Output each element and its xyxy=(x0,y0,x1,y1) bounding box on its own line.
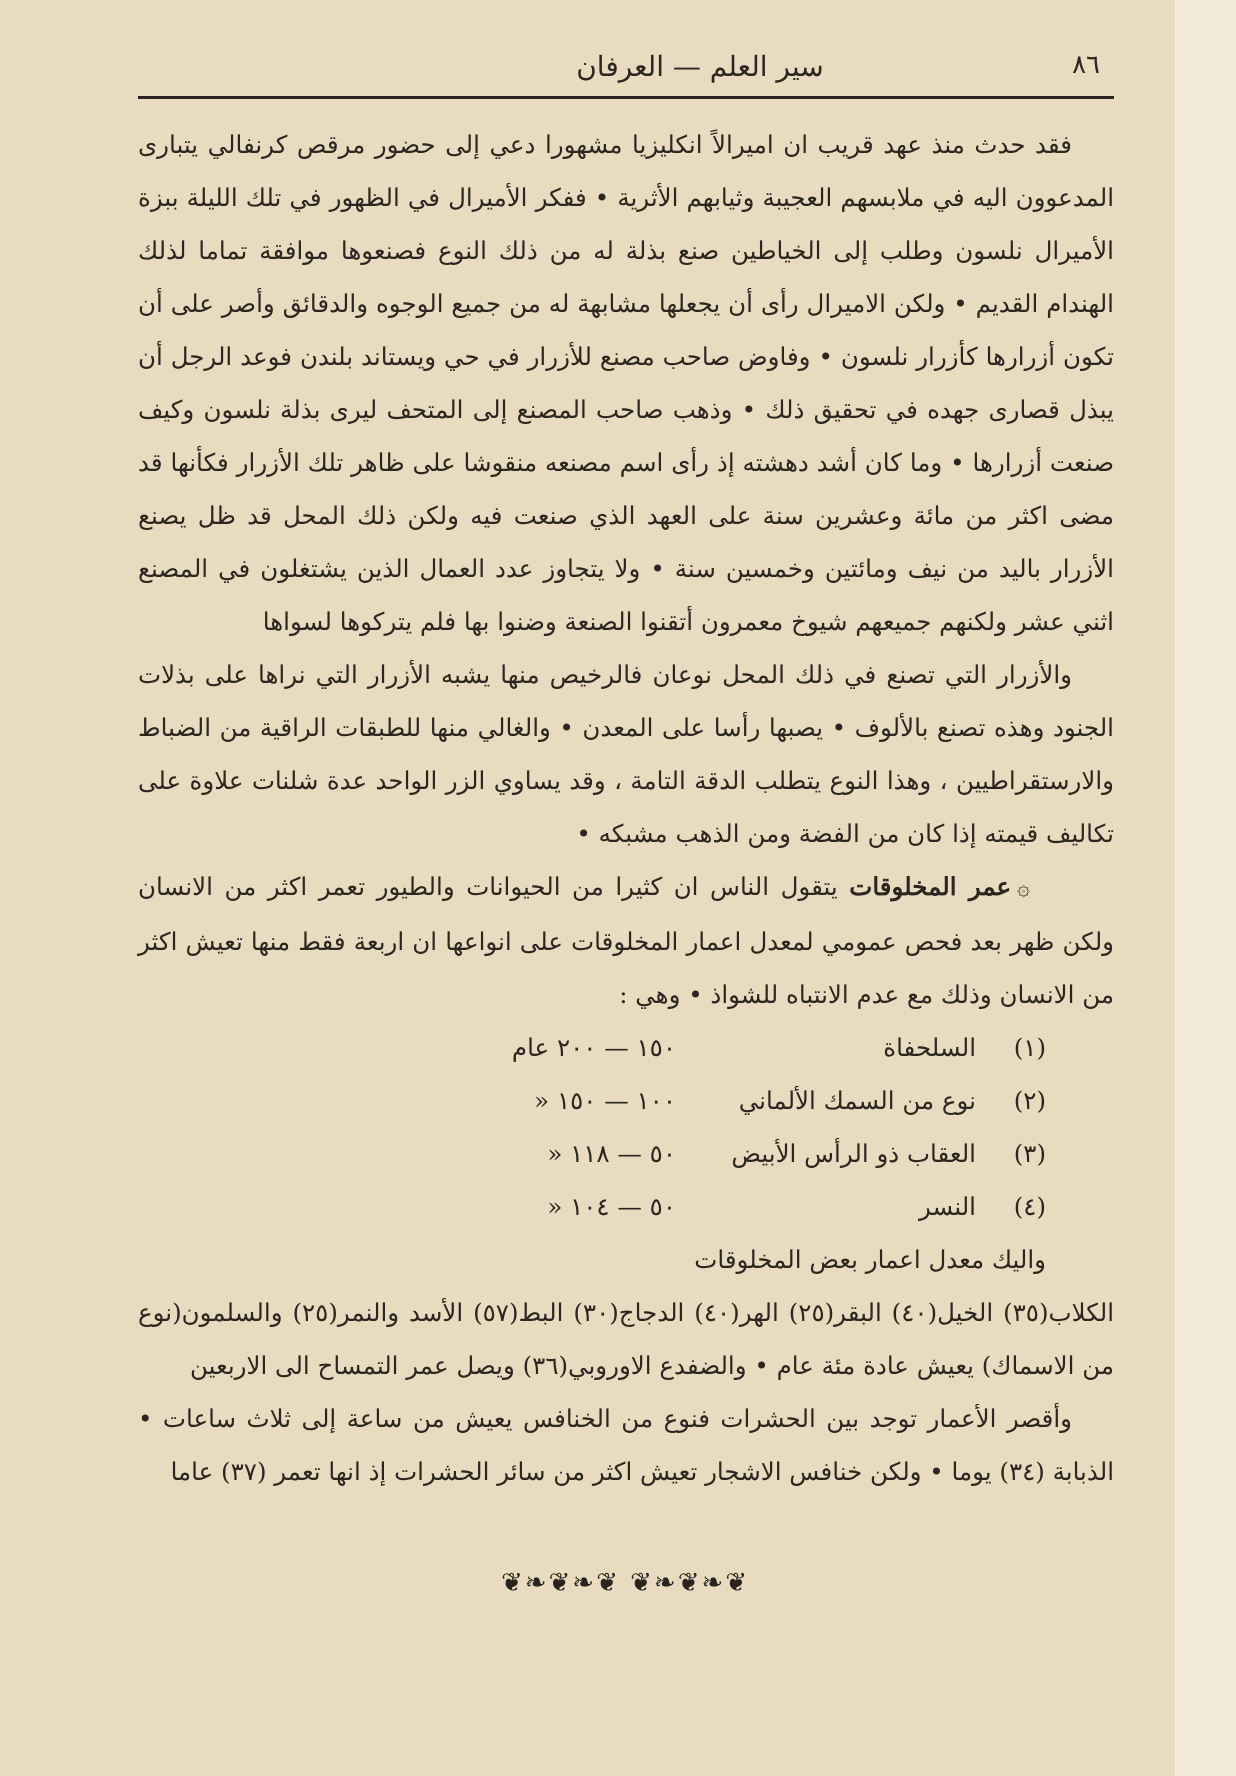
paragraph-average-ages: الكلاب(٣٥) الخيل(٤٠) البقر(٢٥) الهر(٤٠) الدجاج(٣٠) البط(٥٧) الأسد والنمر(٢٥) والسلمون(نوع من الاسماك) يعيش عادة مئة عام • والضفدع الاوروبي(٣٦) ويصل عمر التمساح الى الاربعين xyxy=(138,1298,1114,1380)
header-rule xyxy=(138,96,1114,99)
list-item-name: السلحفاة xyxy=(883,1033,976,1062)
list-item-number: (٣) xyxy=(1013,1139,1046,1168)
section-ornament-icon: ۞ xyxy=(1017,876,1031,901)
list-item-number: (٢) xyxy=(1013,1086,1046,1115)
lifespan-intro-text: يتقول الناس ان كثيرا من الحيوانات والطيور تعمر اكثر من الانسان ولكن ظهر بعد فحص عمومي لمعدل اعمار المخلوقات على انواعها ان اربعة فقط منها تعيش اكثر من الانسان وذلك مع عدم الانتباه للشواذ • وهي : xyxy=(138,872,1114,1009)
lifespan-list xyxy=(138,1021,1114,1233)
list-item xyxy=(138,1021,1114,1074)
list-item-name: العقاب ذو الرأس الأبيض xyxy=(731,1139,976,1168)
page-header xyxy=(140,44,1100,94)
section-heading: عمر المخلوقات xyxy=(849,872,1012,901)
list-item-range: ٥٠ — ١٠٤ « xyxy=(547,1192,676,1221)
list-item-range: ٥٠ — ١١٨ « xyxy=(547,1139,676,1168)
list-item-number: (١) xyxy=(1013,1033,1046,1062)
paragraph-button-types: والأزرار التي تصنع في ذلك المحل نوعان فالرخيص منها يشبه الأزرار التي نراها على بذلات الجنود وهذه تصنع بالألوف • يصبها رأسا على المعدن • والغالي منها للطبقات الراقية من الضباط والارستقراطيين ، وهذا النوع يتطلب الدقة التامة ، وقد يساوي الزر الواحد عدة شلنات علاوة على تكاليف قيمته إذا كان من الفضة ومن الذهب مشبكه • xyxy=(138,660,1114,848)
footer-ornament-icon: ❦❧❦❧❦ ❦❧❦❧❦ xyxy=(500,1568,750,1598)
running-title: سير العلم — العرفان xyxy=(576,50,824,83)
article-body xyxy=(138,118,1114,1498)
paragraph-insects: وأقصر الأعمار توجد بين الحشرات فنوع من الخنافس يعيش من ساعة إلى ثلاث ساعات • الذبابة (٣٤) يوما • ولكن خنافس الاشجار تعيش اكثر من سائر الحشرات إذ انها تعمر (٣٧) عاما xyxy=(138,1404,1114,1486)
averages-intro: واليك معدل اعمار بعض المخلوقات xyxy=(694,1245,1046,1274)
list-item-name: نوع من السمك الألماني xyxy=(738,1086,976,1115)
list-item-range: ١٠٠ — ١٥٠ « xyxy=(534,1086,676,1115)
list-item xyxy=(138,1127,1114,1180)
list-item-name: النسر xyxy=(918,1192,976,1221)
page-number: ٨٦ xyxy=(1072,50,1100,80)
paragraph-lifespan-intro xyxy=(138,860,1114,1021)
list-item-range: ١٥٠ — ٢٠٠ عام xyxy=(511,1033,676,1062)
list-item xyxy=(138,1180,1114,1233)
paragraph-nelson-buttons: فقد حدث منذ عهد قريب ان اميرالاً انكليزيا مشهورا دعي إلى حضور مرقص كرنفالي يتبارى المدعوون اليه في ملابسهم العجيبة وثيابهم الأثرية • ففكر الأميرال في الظهور في تلك الليلة ببزة الأميرال نلسون وطلب إلى الخياطين صنع بذلة له من ذلك النوع فصنعوها موافقة تماما لذلك الهندام القديم • ولكن الاميرال رأى أن يجعلها مشابهة له من جميع الوجوه والدقائق وأصر على أن تكون أزرارها كأزرار نلسون • وفاوض صاحب مصنع للأزرار في حي ويستاند بلندن فوعد الرجل أن يبذل قصارى جهده في تحقيق ذلك • وذهب صاحب المصنع إلى المتحف ليرى بذلة نلسون وكيف صنعت أزرارها • وما كان أشد دهشته إذ رأى اسم مصنعه منقوشا على ظاهر تلك الأزرار فكأنها قد مضى اكثر من مائة وعشرين سنة على العهد الذي صنعت فيه ولكن ذلك المحل قد ظل يصنع الأزرار باليد من نيف ومائتين وخمسين سنة • ولا يتجاوز عدد العمال الذين يشتغلون في المصنع اثني عشر ولكنهم جميعهم شيوخ معمرون أتقنوا الصنعة وضنوا بها فلم يتركوها لسواها xyxy=(138,130,1114,636)
list-item xyxy=(138,1074,1114,1127)
list-item-number: (٤) xyxy=(1013,1192,1046,1221)
page-margin-strip xyxy=(1175,0,1236,1776)
